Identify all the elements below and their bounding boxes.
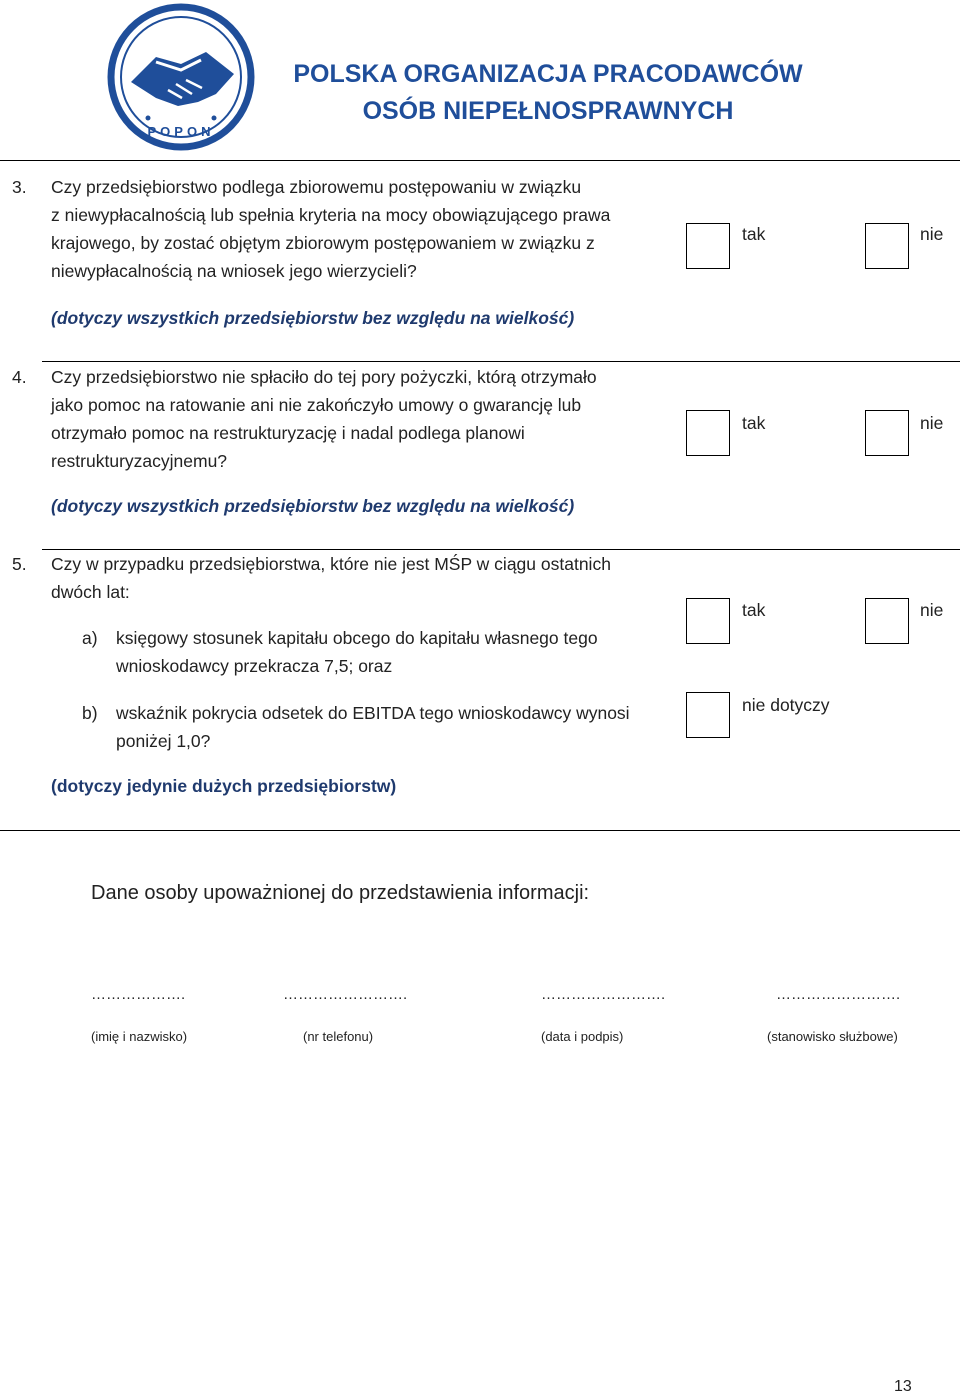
q3-yes-checkbox[interactable]: [686, 223, 730, 269]
divider: [42, 361, 960, 362]
q5-b-marker: b): [82, 703, 98, 723]
q3-line: Czy przedsiębiorstwo podlega zbiorowemu postępowaniu w związku: [51, 177, 582, 197]
q4-line: Czy przedsiębiorstwo nie spłaciło do tej pory pożyczki, którą otrzymało: [51, 367, 597, 387]
q3-number: 3.: [12, 177, 27, 197]
q3-yes-label: tak: [742, 224, 766, 244]
q4-note: (dotyczy wszystkich przedsiębiorstw bez względu na wielkość): [51, 496, 575, 516]
q5-a-line: księgowy stosunek kapitału obcego do kapitału własnego tego: [116, 628, 598, 648]
q5-yes-label: tak: [742, 600, 766, 620]
q4-yes-checkbox[interactable]: [686, 410, 730, 456]
signature-dots-position: …………………….: [776, 986, 901, 1003]
divider: [0, 830, 960, 831]
q3-line: niewypłacalnością na wniosek jego wierzycieli?: [51, 261, 417, 281]
q4-no-checkbox[interactable]: [865, 410, 909, 456]
q3-no-checkbox[interactable]: [865, 223, 909, 269]
q4-line: jako pomoc na ratowanie ani nie zakończyło umowy o gwarancję lub: [51, 395, 582, 415]
signature-dots-date: …………………….: [541, 986, 666, 1003]
q5-note: (dotyczy jedynie dużych przedsiębiorstw): [51, 776, 397, 796]
caption-phone: (nr telefonu): [303, 1029, 374, 1044]
caption-position: (stanowisko służbowe): [767, 1029, 898, 1044]
q5-line: Czy w przypadku przedsiębiorstwa, które nie jest MŚP w ciągu ostatnich: [51, 554, 611, 574]
caption-name: (imię i nazwisko): [91, 1029, 188, 1044]
signature-dots-phone: …………………….: [283, 986, 408, 1003]
q5-no-label: nie: [920, 600, 944, 620]
divider: [0, 160, 960, 161]
q5-number: 5.: [12, 554, 27, 574]
q4-number: 4.: [12, 367, 27, 387]
q5-b-line: wskaźnik pokrycia odsetek do EBITDA tego wnioskodawcy wynosi: [116, 703, 630, 723]
signature-heading: Dane osoby upoważnionej do przedstawienia informacji:: [91, 882, 590, 904]
q5-na-checkbox[interactable]: [686, 692, 730, 738]
q3-no-label: nie: [920, 224, 944, 244]
q4-no-label: nie: [920, 413, 944, 433]
q5-line: dwóch lat:: [51, 582, 130, 602]
q4-line: restrukturyzacyjnemu?: [51, 451, 228, 471]
q3-note: (dotyczy wszystkich przedsiębiorstw bez względu na wielkość): [51, 308, 575, 328]
q3-line: krajowego, by zostać objętym zbiorowym postępowaniem w związku z: [51, 233, 595, 253]
q5-a-line: wnioskodawcy przekracza 7,5; oraz: [116, 656, 393, 676]
logo-text: POPON: [147, 124, 215, 139]
q4-yes-label: tak: [742, 413, 766, 433]
signature-dots-name: ……………….: [91, 986, 186, 1003]
q5-a-text: [116, 624, 676, 680]
q5-na-label: nie dotyczy: [742, 695, 830, 715]
q3-text: [51, 173, 671, 285]
q5-no-checkbox[interactable]: [865, 598, 909, 644]
q5-yes-checkbox[interactable]: [686, 598, 730, 644]
q5-text: [51, 550, 671, 606]
page-number: 13: [894, 1378, 912, 1395]
org-name-line1: POLSKA ORGANIZACJA PRACODAWCÓW: [293, 60, 803, 88]
q5-a-marker: a): [82, 628, 98, 648]
q4-line: otrzymało pomoc na restrukturyzację i nadal podlega planowi: [51, 423, 525, 443]
popon-logo: [86, 2, 276, 152]
q5-b-text: [116, 699, 676, 755]
q3-line: z niewypłacalnością lub spełnia kryteria na mocy obowiązującego prawa: [51, 205, 611, 225]
org-name-line2: OSÓB NIEPEŁNOSPRAWNYCH: [362, 97, 734, 125]
caption-date-signature: (data i podpis): [541, 1029, 624, 1044]
q5-b-line: poniżej 1,0?: [116, 731, 211, 751]
q4-text: [51, 363, 671, 475]
